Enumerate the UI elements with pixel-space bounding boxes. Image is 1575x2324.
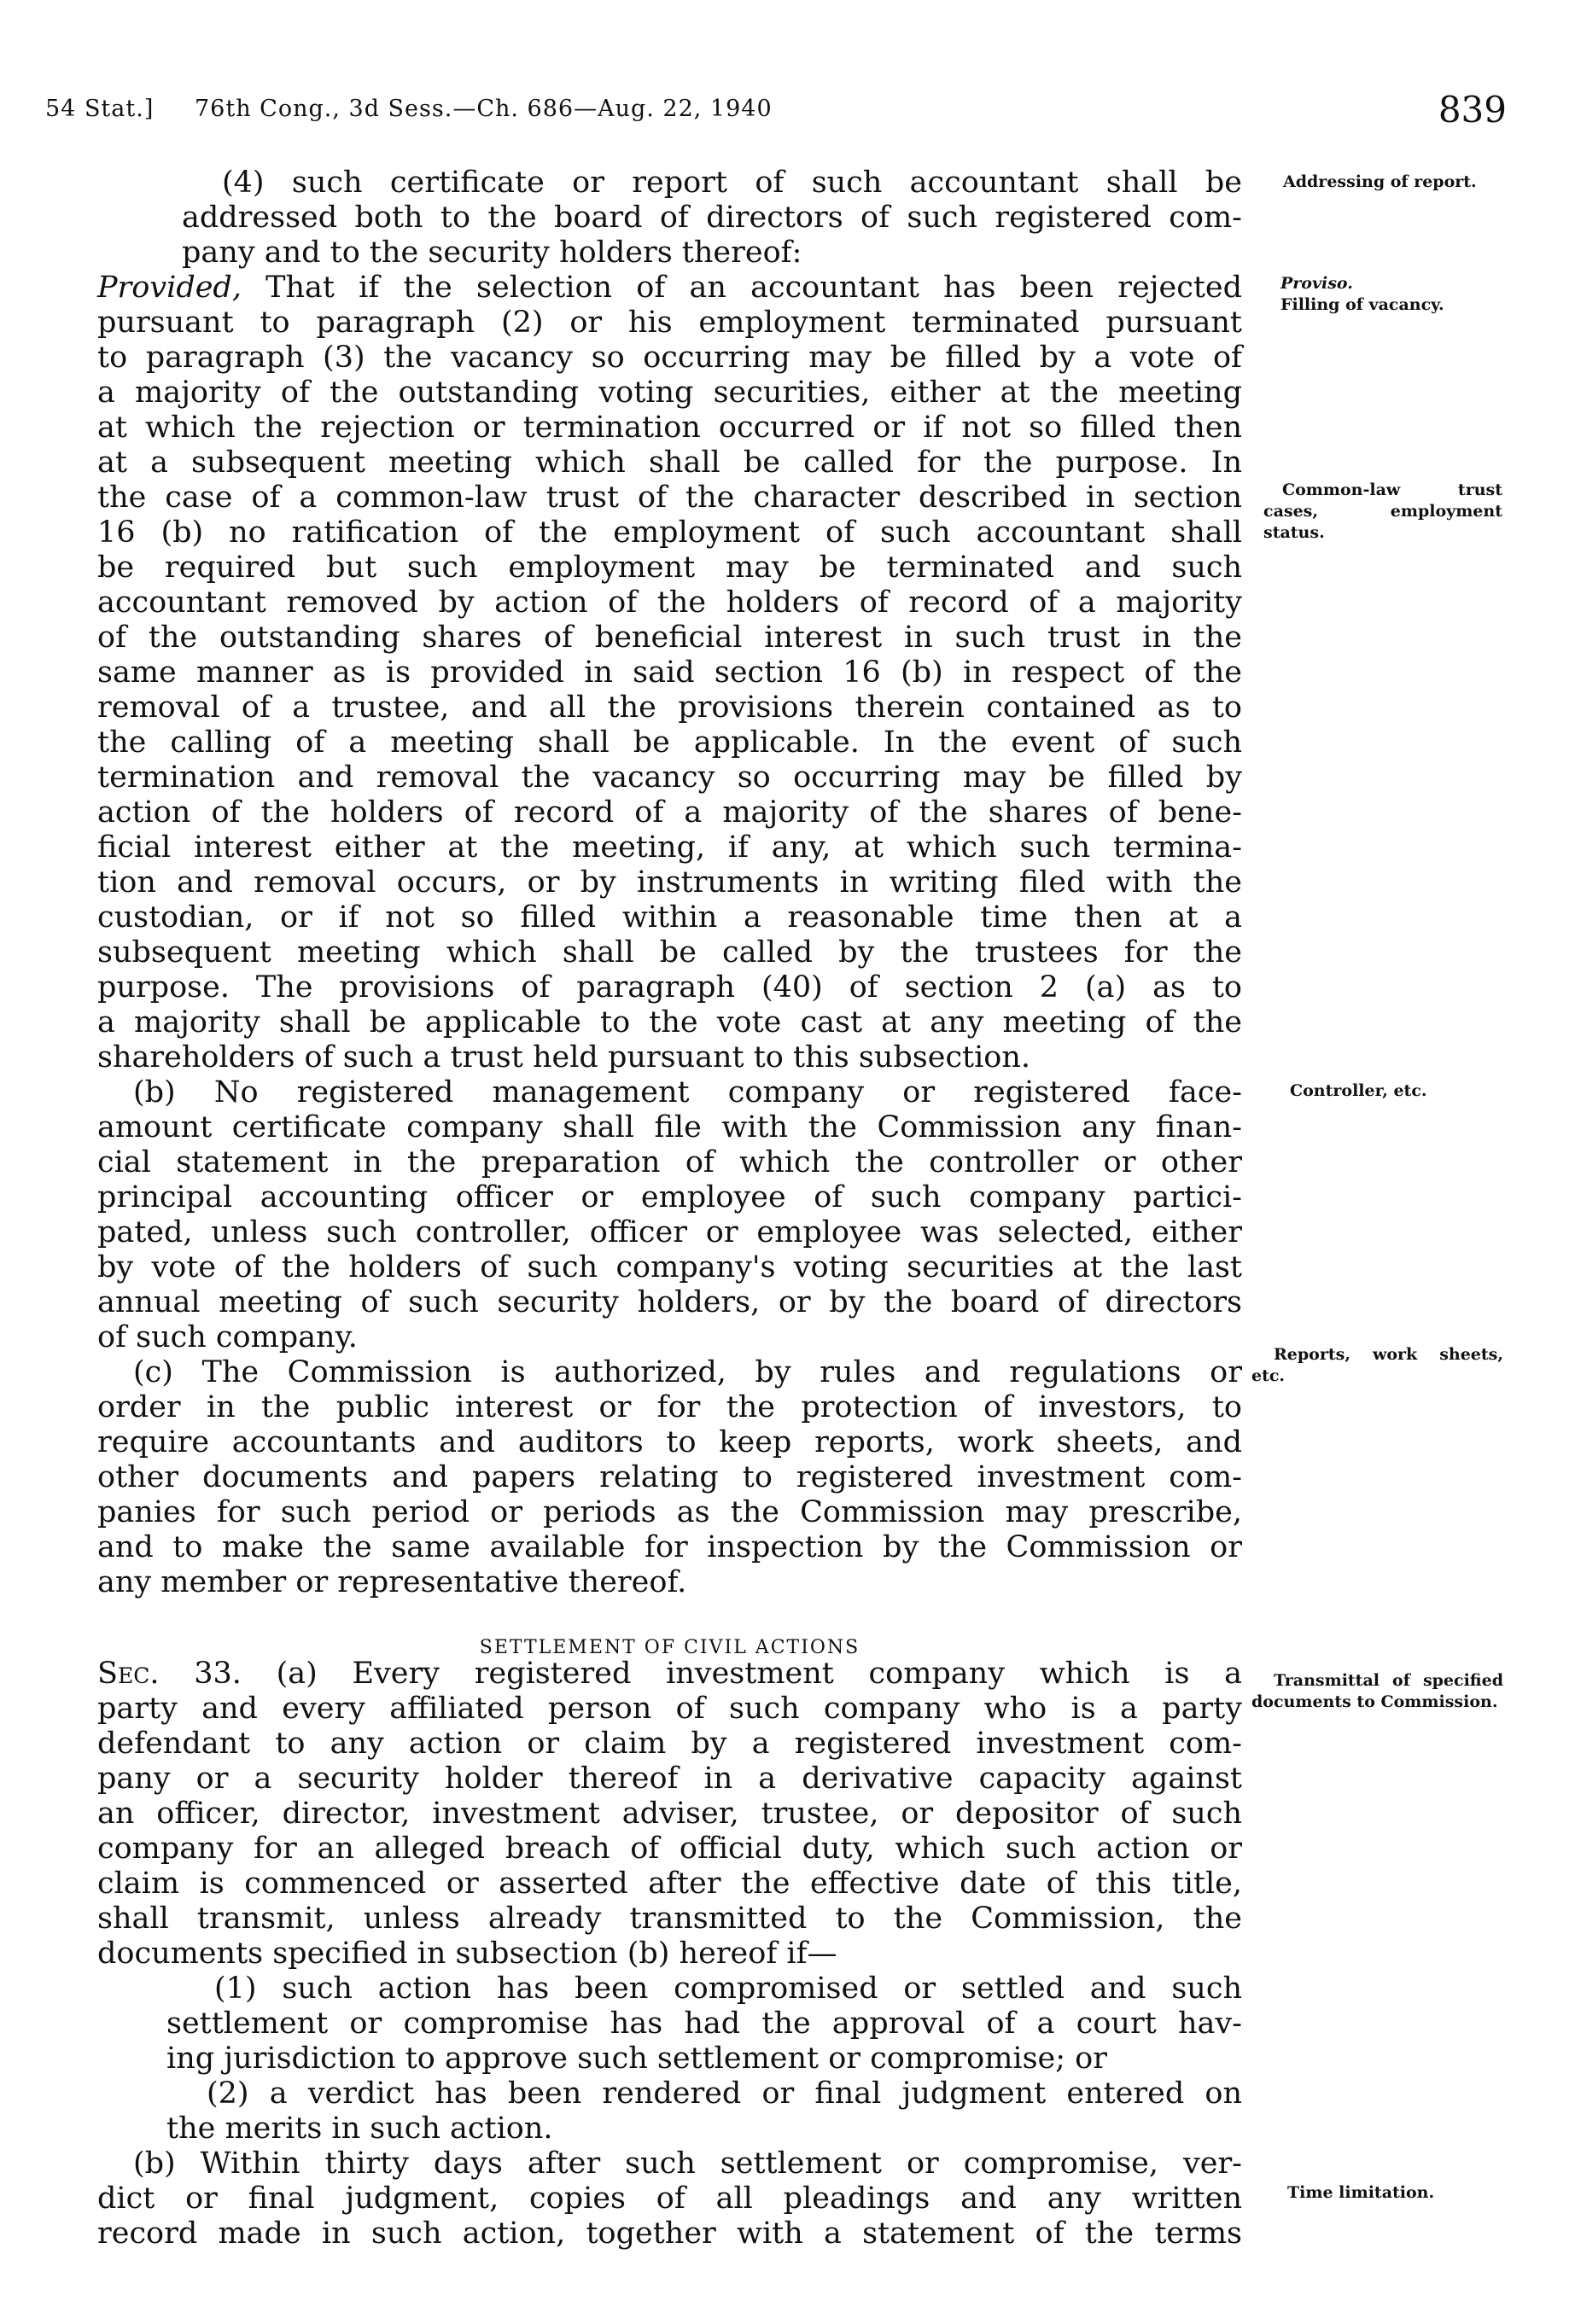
proviso-label: Provided,: [97, 271, 242, 305]
text-line: pursuant to paragraph (2) or his employment terminated pursuant: [97, 306, 1242, 340]
text-line: action of the holders of record of a majority of the shares of bene-: [97, 795, 1242, 830]
text-line: shall transmit, unless already transmitted to the Commission, the: [97, 1902, 1242, 1936]
margin-note-time-limitation: Time limitation.: [1287, 2183, 1435, 2202]
text-line: accountant removed by action of the holders of record of a majority: [97, 585, 1242, 620]
line-text: 33. (a) Every registered investment company which is a: [159, 1657, 1242, 1691]
text-line: (2) a verdict has been rendered or final judgment entered on: [207, 2076, 1242, 2111]
line-text: That if the selection of an accountant has been rejected: [241, 271, 1242, 305]
text-line: (b) Within thirty days after such settlement or compromise, ver-: [133, 2146, 1242, 2181]
text-line: panies for such period or periods as the Commission may prescribe,: [97, 1495, 1242, 1529]
text-line: the merits in such action.: [166, 2111, 553, 2146]
text-line: (b) No registered management company or registered face-: [133, 1075, 1242, 1110]
text-line: amount certificate company shall file with the Commission any finan-: [97, 1110, 1242, 1145]
section-label: Sec.: [97, 1657, 160, 1691]
text-line: termination and removal the vacancy so occurring may be filled by: [97, 760, 1242, 795]
text-line: addressed both to the board of directors of such registered com-: [182, 201, 1242, 235]
text-line: documents specified in subsection (b) hereof if—: [97, 1937, 837, 1971]
text-line: (c) The Commission is authorized, by rules and regulations or: [133, 1355, 1242, 1389]
margin-note-proviso: Proviso.: [1280, 274, 1353, 293]
text-line: dict or final judgment, copies of all pleadings and any written: [97, 2181, 1242, 2216]
text-line: be required but such employment may be terminated and such: [97, 550, 1242, 585]
text-line: tion and removal occurs, or by instruments in writing filed with the: [97, 865, 1242, 900]
text-line: party and every affiliated person of such company who is a party: [97, 1692, 1242, 1726]
text-line: by vote of the holders of such company's voting securities at the last: [97, 1250, 1242, 1284]
text-line: at a subsequent meeting which shall be called for the purpose. In: [97, 446, 1242, 480]
margin-note-filling: Filling of vacancy.: [1280, 295, 1444, 314]
text-line: the calling of a meeting shall be applicable. In the event of such: [97, 725, 1242, 760]
text-line: company for an alleged breach of official duty, which such action or: [97, 1832, 1242, 1866]
text-line: removal of a trustee, and all the provisions therein contained as to: [97, 690, 1242, 725]
text-line: claim is commenced or asserted after the effective date of this title,: [97, 1867, 1242, 1901]
margin-note-controller: Controller, etc.: [1290, 1081, 1427, 1100]
text-line: to paragraph (3) the vacancy so occurring may be filled by a vote of: [97, 341, 1242, 375]
text-line: principal accounting officer or employee of such company partici-: [97, 1180, 1242, 1214]
page-number: 839: [1438, 89, 1507, 131]
text-line: [97, 271, 1242, 306]
text-line: an officer, director, investment adviser, trustee, or depositor of such: [97, 1797, 1242, 1831]
text-line: subsequent meeting which shall be called by the trustees for the: [97, 935, 1242, 970]
text-line: ficial interest either at the meeting, if any, at which such termina-: [97, 830, 1242, 865]
text-line: of such company.: [97, 1320, 358, 1354]
margin-note-addressing: Addressing of report.: [1283, 172, 1477, 191]
text-line: (4) such certificate or report of such accountant shall be: [222, 166, 1242, 200]
text-line: ing jurisdiction to approve such settlement or compromise; or: [166, 2042, 1107, 2076]
text-line: and to make the same available for inspection by the Commission or: [97, 1530, 1242, 1564]
text-line: (1) such action has been compromised or settled and such: [214, 1972, 1242, 2006]
text-line: other documents and papers relating to registered investment com-: [97, 1460, 1242, 1494]
section-heading: SETTLEMENT OF CIVIL ACTIONS: [479, 1637, 860, 1658]
text-line: custodian, or if not so filled within a reasonable time then at a: [97, 900, 1242, 935]
text-line: cial statement in the preparation of which the controller or other: [97, 1145, 1242, 1179]
text-line: order in the public interest or for the protection of investors, to: [97, 1390, 1242, 1424]
margin-note-transmittal: Transmittal of specified documents to Commission.: [1251, 1671, 1503, 1711]
text-line: a majority shall be applicable to the vote cast at any meeting of the: [97, 1005, 1242, 1040]
text-line: pated, unless such controller, officer or employee was selected, either: [97, 1215, 1242, 1249]
text-line: [97, 1657, 1242, 1692]
text-line: the case of a common-law trust of the character described in section: [97, 481, 1242, 515]
text-line: of the outstanding shares of beneficial interest in such trust in the: [97, 620, 1242, 655]
text-line: at which the rejection or termination occurred or if not so filled then: [97, 411, 1242, 445]
text-line: shareholders of such a trust held pursuant to this subsection.: [97, 1040, 1031, 1075]
text-line: a majority of the outstanding voting securities, either at the meeting: [97, 376, 1242, 410]
margin-note-common-law: Common-law trust cases, employment status.: [1263, 481, 1502, 542]
margin-note-reports: Reports, work sheets, etc.: [1251, 1345, 1503, 1385]
text-line: same manner as is provided in said section 16 (b) in respect of the: [97, 655, 1242, 690]
text-line: pany or a security holder thereof in a derivative capacity against: [97, 1762, 1242, 1796]
text-line: 16 (b) no ratification of the employment of such accountant shall: [97, 515, 1242, 550]
text-line: require accountants and auditors to keep reports, work sheets, and: [97, 1425, 1242, 1459]
text-line: defendant to any action or claim by a registered investment com-: [97, 1727, 1242, 1761]
session-reference: 76th Cong., 3d Sess.—Ch. 686—Aug. 22, 1940: [195, 96, 773, 122]
text-line: pany and to the security holders thereof:: [182, 236, 802, 270]
volume-reference: 54 Stat.]: [45, 96, 155, 122]
text-line: settlement or compromise has had the approval of a court hav-: [166, 2007, 1242, 2041]
text-line: record made in such action, together with a statement of the terms: [97, 2216, 1242, 2251]
text-line: any member or representative thereof.: [97, 1565, 687, 1599]
text-line: purpose. The provisions of paragraph (40) of section 2 (a) as to: [97, 970, 1242, 1005]
text-line: annual meeting of such security holders, or by the board of directors: [97, 1285, 1242, 1319]
